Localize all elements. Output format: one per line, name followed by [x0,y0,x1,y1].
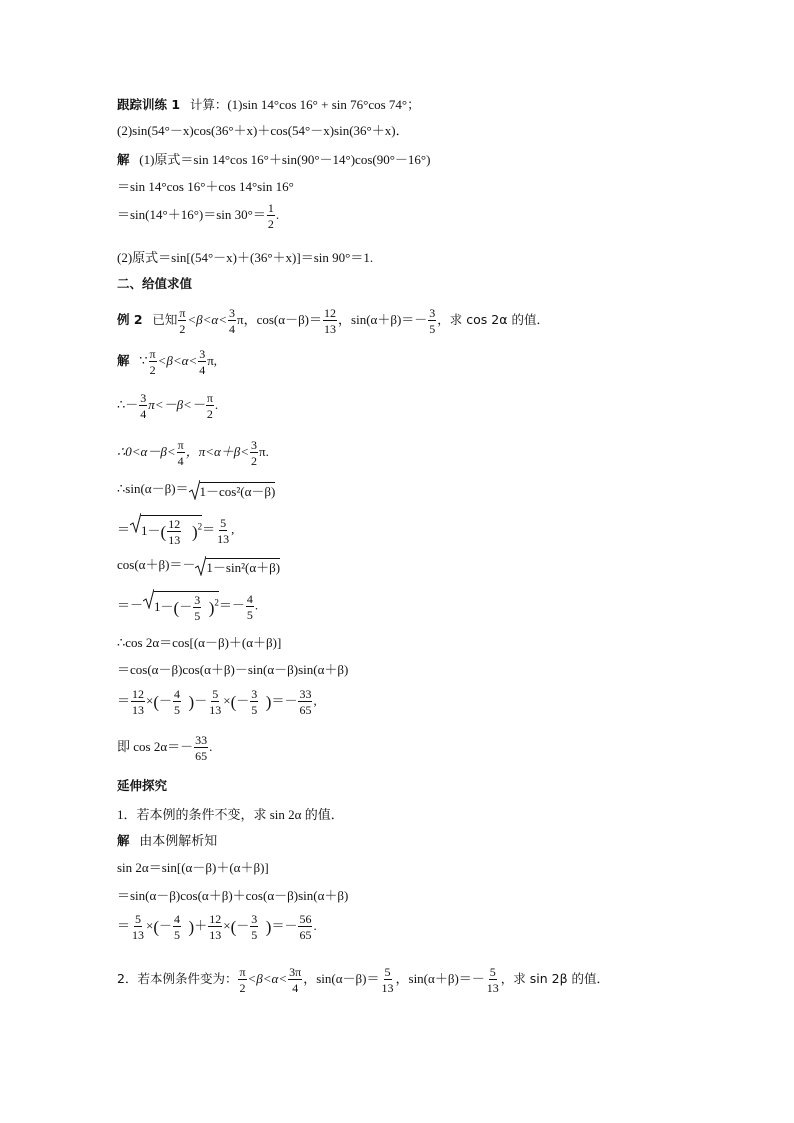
numerator: 12 [324,306,337,320]
solution-line-2: ＝sin 14°cos 16°＋cos 14°sin 16° [117,179,294,194]
denominator: 5 [429,322,436,336]
text: ＝ [202,521,216,537]
example-solution-line-7 [117,591,258,622]
exponent: 2 [197,521,203,532]
inequality: π<－β<－ [148,396,205,412]
right-paren: ) [265,692,272,712]
denominator: 13 [381,981,394,995]
text: cos(α＋β)＝－ [117,557,196,572]
minus-sign: － [236,917,250,933]
numerator: 12 [209,912,222,926]
left-paren: ( [153,692,160,712]
question: ，求 cos 2α 的值． [437,311,549,327]
text: ∴－ [117,396,139,412]
numerator: 3 [229,306,236,320]
left-paren: ( [160,522,167,542]
minus-sign: － [236,692,250,708]
inequality: <β<α< [187,311,228,327]
denominator: 5 [174,703,181,717]
fraction [208,913,222,941]
minus-sign: － [159,917,173,933]
denominator: 5 [246,607,253,622]
numerator: 33 [299,687,312,701]
extension-solution-line-1 [117,834,217,848]
denominator: 2 [239,981,246,995]
fraction [288,966,302,994]
exercise-part-2: (2)sin(54°－x)cos(36°＋x)＋cos(54°－x)sin(36°＋x)． [117,123,409,138]
radicand: 1－sin²(α＋β) [206,560,281,576]
numerator: π [177,438,184,452]
denominator: 13 [324,322,337,336]
square-root [189,482,276,498]
text: ＝－ [218,597,245,613]
denominator: 65 [299,703,312,717]
denominator: 13 [217,531,230,546]
minus-sign: － [194,692,208,708]
denominator: 13 [168,533,181,547]
fraction [381,966,395,994]
denominator: 5 [251,703,258,717]
example-solution-line-11 [117,734,212,762]
numerator: 33 [195,733,208,747]
denominator: 4 [140,407,147,421]
denominator: 2 [179,322,186,336]
radicand [141,515,202,546]
example-2-line [117,307,549,335]
denominator: 65 [299,928,312,942]
fraction [139,392,147,420]
minus-sign: － [159,692,173,708]
extension-question-1: 1．若本例的条件不变，求 sin 2α 的值． [117,807,344,822]
punctuation: . [313,917,317,933]
denominator: 13 [486,981,499,995]
section-heading: 二、给值求值 [117,276,193,291]
denominator: 4 [229,322,236,336]
fraction [228,307,236,335]
condition-1: cos(α－β)＝ [256,311,323,327]
inequality: <β<α< [247,970,288,986]
numerator: 5 [212,687,219,701]
numerator: 56 [299,912,312,926]
fraction [238,966,246,994]
radical-sign-icon [189,480,200,500]
numerator: 5 [220,515,227,530]
pi-text: π, [207,352,218,368]
separator: ， [395,970,409,986]
denominator: 2 [149,363,156,377]
denominator: 2 [206,407,213,421]
fraction [149,348,157,376]
denominator: 5 [251,928,258,942]
denominator: 5 [174,928,181,942]
text: ＝－ [271,917,298,933]
example-solution-line-3 [117,439,269,467]
numerator: 3 [429,306,436,320]
left-paren: ( [230,917,237,937]
numerator: 12 [132,687,145,701]
punctuation: , [313,692,317,708]
extension-solution-line-4 [117,913,317,941]
example-solution-line-9: ＝cos(α－β)cos(α＋β)－sin(α－β)sin(α＋β) [117,662,349,677]
question: ，求 sin 2β 的值． [500,970,610,986]
denominator: 4 [199,363,206,377]
times-sign: × [146,917,154,933]
punctuation: . [214,396,219,412]
fraction [323,307,337,335]
example-solution-line-5 [117,515,234,546]
left-paren: ( [173,598,180,618]
example-intro: 已知 [152,311,178,327]
fraction [250,439,258,467]
numerator: 5 [489,965,496,979]
denominator: 13 [209,928,222,942]
numerator: 3π [289,965,302,979]
times-sign: × [223,692,231,708]
numerator: 4 [174,687,181,701]
text: 2．若本例条件变为： [117,970,238,986]
fraction [131,688,145,716]
text: 1－ [141,522,161,538]
fraction [206,392,214,420]
equation-text: ＝sin(14°＋16°)＝sin 30°＝ [117,206,266,222]
text: ＝ [117,521,131,537]
right-paren: ) [191,522,198,542]
extension-solution-line-2: sin 2α＝sin[(α－β)＋(α＋β)] [117,860,269,875]
exercise-label: 跟踪训练 1 [117,97,181,112]
numerator: π [179,306,186,320]
fraction [177,439,185,467]
fraction [298,688,312,716]
fraction [173,688,181,716]
numerator: π [239,965,246,979]
numerator: 3 [251,687,258,701]
numerator: 3 [251,912,258,926]
fraction [246,593,254,621]
condition-2: sin(α＋β)＝－ [408,970,485,986]
punctuation: . [254,597,259,613]
denominator: 2 [251,454,258,468]
numerator: 12 [168,517,181,531]
inequality: ，π<α＋β< [185,443,250,459]
denominator: 4 [177,454,184,468]
condition-2: sin(α＋β)＝－ [351,311,428,327]
denominator: 4 [292,981,299,995]
text: ＝－ [117,597,144,613]
because-symbol: ∵ [139,352,148,368]
fraction [250,913,258,941]
fraction [178,307,186,335]
text: 即 cos 2α＝－ [117,738,194,754]
exercise-1-line [117,98,420,112]
solution-label: 解 [117,352,130,368]
exercise-part-1: (1)sin 14°cos 16° + sin 76°cos 74°； [227,97,421,112]
example-solution-line-1 [117,348,217,376]
numerator: 1 [267,201,274,215]
text: 1－ [154,598,174,614]
minus-sign: － [179,598,193,614]
fraction [216,517,230,545]
right-paren: ) [208,598,215,618]
exercise-prompt: 计算： [189,97,228,112]
numerator: 3 [251,438,258,452]
denominator: 5 [194,609,201,623]
punctuation: . [275,206,280,222]
separator: ， [338,311,352,327]
numerator: π [149,347,156,361]
solution-text: (1)原式＝sin 14°cos 16°＋sin(90°－14°)cos(90°－16°) [139,152,431,167]
punctuation: . [209,738,213,754]
separator: ， [303,970,317,986]
condition-1: sin(α－β)＝ [316,970,380,986]
radical-sign-icon [130,513,141,533]
punctuation: , [231,521,235,537]
fraction [250,688,258,716]
numerator: 3 [194,593,201,607]
example-solution-line-10 [117,688,317,716]
inequality: <β<α< [157,352,198,368]
fraction [131,913,145,941]
left-paren: ( [230,692,237,712]
fraction [267,202,275,230]
solution-label: 解 [117,152,130,167]
fraction [208,688,222,716]
square-root [143,591,219,622]
numerator: 5 [135,912,142,926]
example-solution-line-2 [117,392,218,420]
right-paren: ) [265,917,272,937]
solution-label: 解 [117,833,130,848]
square-root [130,515,202,546]
times-sign: × [223,917,231,933]
pi-text: π. [259,443,269,459]
right-paren: ) [188,917,195,937]
inequality: ∴0<α－β< [117,443,176,459]
fraction [298,913,312,941]
extension-question-2 [117,966,609,994]
exponent: 2 [214,597,219,608]
right-paren: ) [188,692,195,712]
text: ＝ [117,917,131,933]
extension-heading: 延伸探究 [117,778,168,793]
fraction [167,518,181,546]
numerator: 3 [140,391,147,405]
text: ∴sin(α－β)＝ [117,481,189,496]
denominator: 2 [267,217,274,231]
radicand [154,591,219,622]
fraction [428,307,436,335]
fraction [198,348,206,376]
fraction [173,913,181,941]
numerator: 3 [199,347,206,361]
fraction [194,734,208,762]
left-paren: ( [153,917,160,937]
extension-solution-line-3: ＝sin(α－β)cos(α＋β)＋cos(α－β)sin(α＋β) [117,888,349,903]
text: ＝－ [271,692,298,708]
numerator: 5 [384,965,391,979]
numerator: 4 [174,912,181,926]
square-root [195,558,280,574]
denominator: 13 [209,703,222,717]
radical-sign-icon [143,589,154,609]
solution-line-3 [117,202,279,230]
example-solution-line-6 [117,558,280,574]
text: 由本例解析知 [139,833,218,848]
numerator: π [206,391,213,405]
radicand: 1－cos²(α－β) [199,484,276,500]
text: ＝ [117,692,131,708]
example-solution-line-8: ∴cos 2α＝cos[(α－β)＋(α＋β)] [117,635,282,650]
radical-sign-icon [195,556,206,576]
fraction [486,966,500,994]
solution-part-2: (2)原式＝sin[(54°－x)＋(36°＋x)]＝sin 90°＝1. [117,250,374,265]
example-solution-line-4 [117,482,275,498]
plus-sign: ＋ [194,917,208,933]
solution-line-1 [117,153,430,167]
times-sign: × [146,692,154,708]
fraction [193,594,201,622]
denominator: 65 [195,749,208,763]
numerator: 4 [246,591,253,606]
pi-text: π， [237,311,257,327]
example-label: 例 2 [117,311,143,327]
denominator: 13 [132,928,145,942]
denominator: 13 [132,703,145,717]
